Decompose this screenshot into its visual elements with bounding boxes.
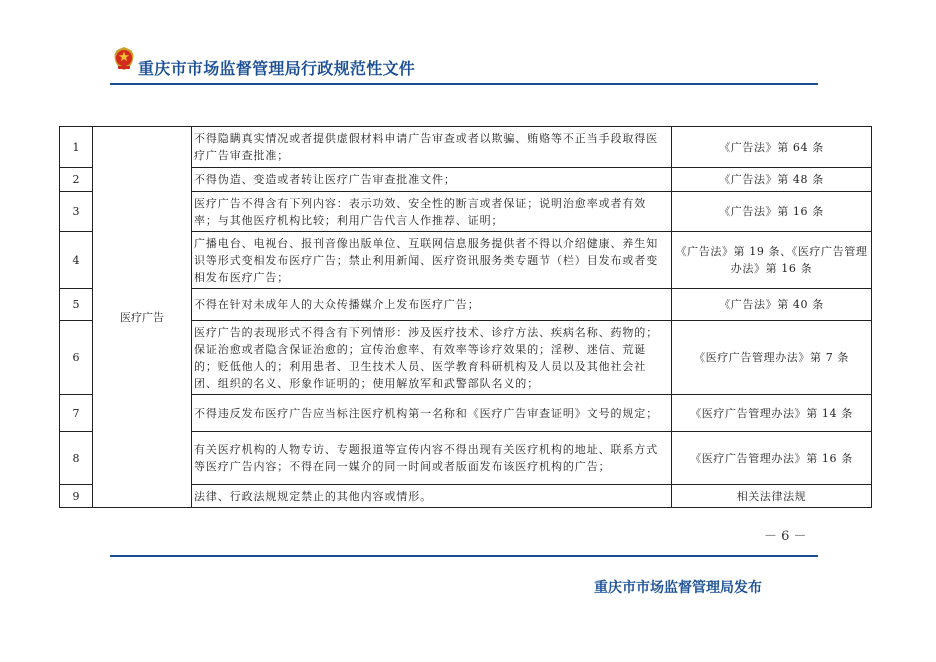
row-number: 5 [60, 289, 93, 321]
row-legal-basis: 《广告法》第 16 条 [672, 192, 872, 232]
row-number: 3 [60, 192, 93, 232]
row-content: 广播电台、电视台、报刊音像出版单位、互联网信息服务提供者不得以介绍健康、养生知识等形式变相发布医疗广告；禁止利用新闻、医疗资讯服务类专题节（栏）目发布或者变相发布医疗广告； [192, 232, 672, 289]
row-legal-basis: 《广告法》第 19 条、《医疗广告管理办法》第 16 条 [672, 232, 872, 289]
row-number: 1 [60, 127, 93, 168]
row-legal-basis: 《医疗广告管理办法》第 7 条 [672, 321, 872, 395]
row-legal-basis: 《广告法》第 48 条 [672, 168, 872, 192]
row-content: 不得伪造、变造或者转让医疗广告审查批准文件； [192, 168, 672, 192]
medical-ad-rules-table [59, 126, 872, 508]
row-content: 法律、行政法规规定禁止的其他内容或情形。 [192, 485, 672, 508]
row-number: 8 [60, 432, 93, 485]
row-content: 不得违反发布医疗广告应当标注医疗机构第一名称和《医疗广告审查证明》文号的规定； [192, 395, 672, 432]
row-number: 9 [60, 485, 93, 508]
row-legal-basis: 《广告法》第 40 条 [672, 289, 872, 321]
row-number: 7 [60, 395, 93, 432]
row-number: 4 [60, 232, 93, 289]
row-legal-basis: 《医疗广告管理办法》第 16 条 [672, 432, 872, 485]
row-legal-basis: 相关法律法规 [672, 485, 872, 508]
row-content: 不得隐瞒真实情况或者提供虚假材料申请广告审查或者以欺骗、贿赂等不正当手段取得医疗广告审查批准； [192, 127, 672, 168]
row-number: 6 [60, 321, 93, 395]
row-number: 2 [60, 168, 93, 192]
row-content: 医疗广告不得含有下列内容：表示功效、安全性的断言或者保证；说明治愈率或者有效率；与其他医疗机构比较；利用广告代言人作推荐、证明； [192, 192, 672, 232]
document-header-title: 重庆市市场监督管理局行政规范性文件 [138, 59, 416, 78]
row-legal-basis: 《广告法》第 64 条 [672, 127, 872, 168]
row-legal-basis: 《医疗广告管理办法》第 14 条 [672, 395, 872, 432]
table-row [60, 127, 872, 168]
category-cell: 医疗广告 [93, 127, 192, 508]
page-number: － 6 － [764, 529, 807, 544]
footer-divider [110, 555, 818, 557]
row-content: 有关医疗机构的人物专访、专题报道等宣传内容不得出现有关医疗机构的地址、联系方式等医疗广告内容；不得在同一媒介的同一时间或者版面发布该医疗机构的广告； [192, 432, 672, 485]
row-content: 医疗广告的表现形式不得含有下列情形：涉及医疗技术、诊疗方法、疾病名称、药物的；保证治愈或者隐含保证治愈的；宣传治愈率、有效率等诊疗效果的；淫秽、迷信、荒诞的；贬低他人的；利用患者、卫生技术人员、医学教育科研机构及人员以及其他社会社团、组织的名义、形象作证明的；使用解放军和武警部队名义的； [192, 321, 672, 395]
header-divider [110, 83, 818, 85]
footer-publisher: 重庆市市场监督管理局发布 [594, 580, 762, 596]
row-content: 不得在针对未成年人的大众传播媒介上发布医疗广告； [192, 289, 672, 321]
national-emblem-icon [112, 46, 136, 72]
